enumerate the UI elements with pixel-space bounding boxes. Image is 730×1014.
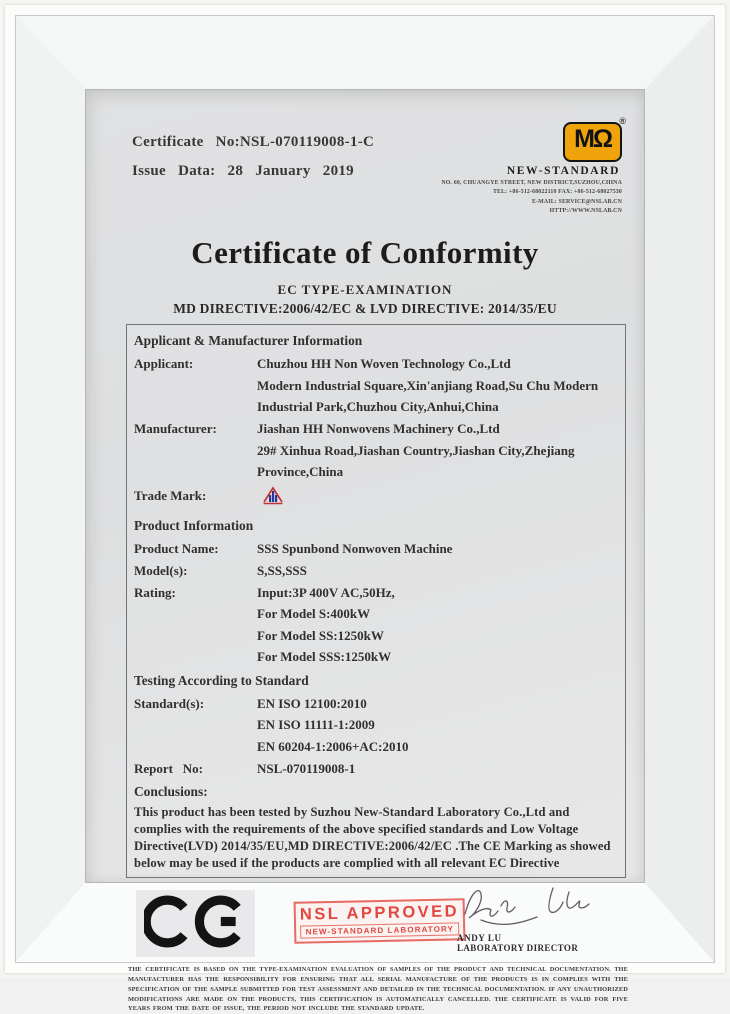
certificate-number: Certificate No:NSL-070119008-1-C <box>132 134 375 150</box>
signatory-title: LABORATORY DIRECTOR <box>457 943 579 954</box>
report-number: NSL-070119008-1 <box>257 761 356 777</box>
rating-line: For Model SSS:1250kW <box>257 649 392 665</box>
ce-mark-icon <box>136 890 255 957</box>
issuer-address-line: NO. 60, CHUANGYE STREET, NEW DISTRICT,SUZHOU,CHINA <box>441 180 622 186</box>
logo-text: MΩ <box>574 125 611 153</box>
certificate-meta <box>132 114 374 217</box>
trademark-row <box>134 485 617 513</box>
models-value: S,SS,SSS <box>257 562 307 578</box>
rating-line: For Model S:400kW <box>257 606 371 622</box>
subtitle-ec-type: EC TYPE-EXAMINATION <box>277 281 453 297</box>
manufacturer-address-row <box>134 440 617 482</box>
standards-label: Standard(s): <box>134 695 205 711</box>
standards-value <box>257 693 617 758</box>
stamp-line1: NSL APPROVED <box>299 902 460 924</box>
subtitle-directives: MD DIRECTIVE:2006/42/EC & LVD DIRECTIVE: 2014/35/EU <box>173 300 557 316</box>
standard-line: EN 60204-1:2006+AC:2010 <box>257 738 409 754</box>
registered-trademark-icon: ® <box>619 116 626 126</box>
applicant-label: Applicant: <box>134 355 194 371</box>
standard-line: EN ISO 11111-1:2009 <box>257 717 375 733</box>
manufacturer-address: 29# Xinhua Road,Jiashan Country,Jiashan City,Zhejiang Province,China <box>257 442 575 479</box>
rating-line: Input:3P 400V AC,50Hz, <box>257 584 395 600</box>
certificate-info-table <box>126 324 626 879</box>
trademark-logo-icon <box>261 485 285 513</box>
certificate-footer <box>126 886 626 960</box>
rating-label: Rating: <box>134 584 176 600</box>
applicant-address-row <box>134 375 617 417</box>
product-name-row <box>134 538 617 559</box>
issuer-address <box>426 179 622 217</box>
report-label: Report No: <box>134 761 203 777</box>
issuer-logo-block <box>426 114 626 217</box>
legal-disclaimer: THE CERTIFICATE IS BASED ON THE TYPE-EXAMINATION EVALUATION OF SAMPLES OF THE PRODUCT AND TECHNICAL DOCUMENTATION. THE MANUFACTURER HAS THE RESPONSIBILITY FOR ENSURING THAT ALL SERIAL MANUFACTURE OF THE PRODUCTS IS IN COMPLIES WITH THE SPECIFICATION OF THE SAMPLE SUBMITTED FOR TEST ASSESSMENT AND DETAILED IN THE TECHNICAL DOCUMENTATION. IF ANY UNAUTHORIZED MODIFICATIONS ARE MADE ON THE PRODUCTS, THIS CERTIFICATION IS AUTOMATICALLY CANCELLED. THE CERTIFICATE IS VALID FOR FIVE YEARS FROM THE DATE OF ISSUE, THE PERIOD NOT INCLUDE THE STANDARD UPDATE. <box>128 966 628 1013</box>
certificate-paper <box>86 90 644 1013</box>
spacer <box>134 375 257 417</box>
new-standard-logo-icon <box>563 122 622 162</box>
report-row <box>134 758 617 779</box>
signature-icon <box>457 880 607 928</box>
trademark-label: Trade Mark: <box>134 487 207 503</box>
certificate-header <box>86 90 644 217</box>
frame-bevel <box>16 16 714 1013</box>
spacer <box>134 440 257 482</box>
signatory-name: ANDY LU <box>457 933 502 944</box>
rating-row <box>134 582 617 668</box>
rating-line: For Model SS:1250kW <box>257 627 384 643</box>
applicant-row <box>134 353 617 374</box>
issuer-address-line: HTTP://WWW.NSLAB.CN <box>549 208 622 215</box>
standards-row <box>134 693 617 758</box>
issuer-address-line: TEL: +86-512-68022110 FAX: +86-512-68027530 <box>492 189 622 196</box>
stamp-line2: NEW-STANDARD LABORATORY <box>300 923 460 939</box>
section-applicant-manufacturer: Applicant & Manufacturer Information <box>134 332 363 348</box>
signature-block <box>457 880 622 953</box>
manufacturer-row <box>134 418 617 439</box>
models-row <box>134 560 617 581</box>
section-conclusions: Conclusions: <box>134 784 208 800</box>
product-name-label: Product Name: <box>134 540 219 556</box>
nsl-approved-stamp <box>294 898 466 944</box>
models-label: Model(s): <box>134 562 188 578</box>
rating-value <box>257 582 617 668</box>
issuer-address-line: E-MAIL: SERVICE@NSLAB.CN <box>531 198 622 205</box>
issuer-name: NEW-STANDARD <box>506 165 620 177</box>
standard-line: EN ISO 12100:2010 <box>257 695 367 711</box>
conclusion-text: This product has been tested by Suzhou New-Standard Laboratory Co.,Ltd and complies with the requirements of the above specified standards and Low Voltage Directive(LVD) 2014/35/EU,MD DIRECTIVE:2006/42/EC .The CE Marking as showed below may be used if the products are complied with all relevant EC Directive <box>134 805 611 871</box>
section-testing-standard: Testing According to Standard <box>134 672 309 688</box>
applicant-name: Chuzhou HH Non Woven Technology Co.,Ltd <box>257 355 511 371</box>
manufacturer-name: Jiashan HH Nonwovens Machinery Co.,Ltd <box>257 420 500 436</box>
manufacturer-label: Manufacturer: <box>134 420 217 436</box>
applicant-address: Modern Industrial Square,Xin'anjiang Road,Su Chu Modern Industrial Park,Chuzhou City,Anhui,China <box>257 377 599 414</box>
page-title: Certificate of Conformity <box>191 234 539 270</box>
product-name: SSS Spunbond Nonwoven Machine <box>257 540 453 556</box>
issue-date: Issue Data: 28 January 2019 <box>132 162 354 179</box>
section-product-information: Product Information <box>134 517 254 533</box>
